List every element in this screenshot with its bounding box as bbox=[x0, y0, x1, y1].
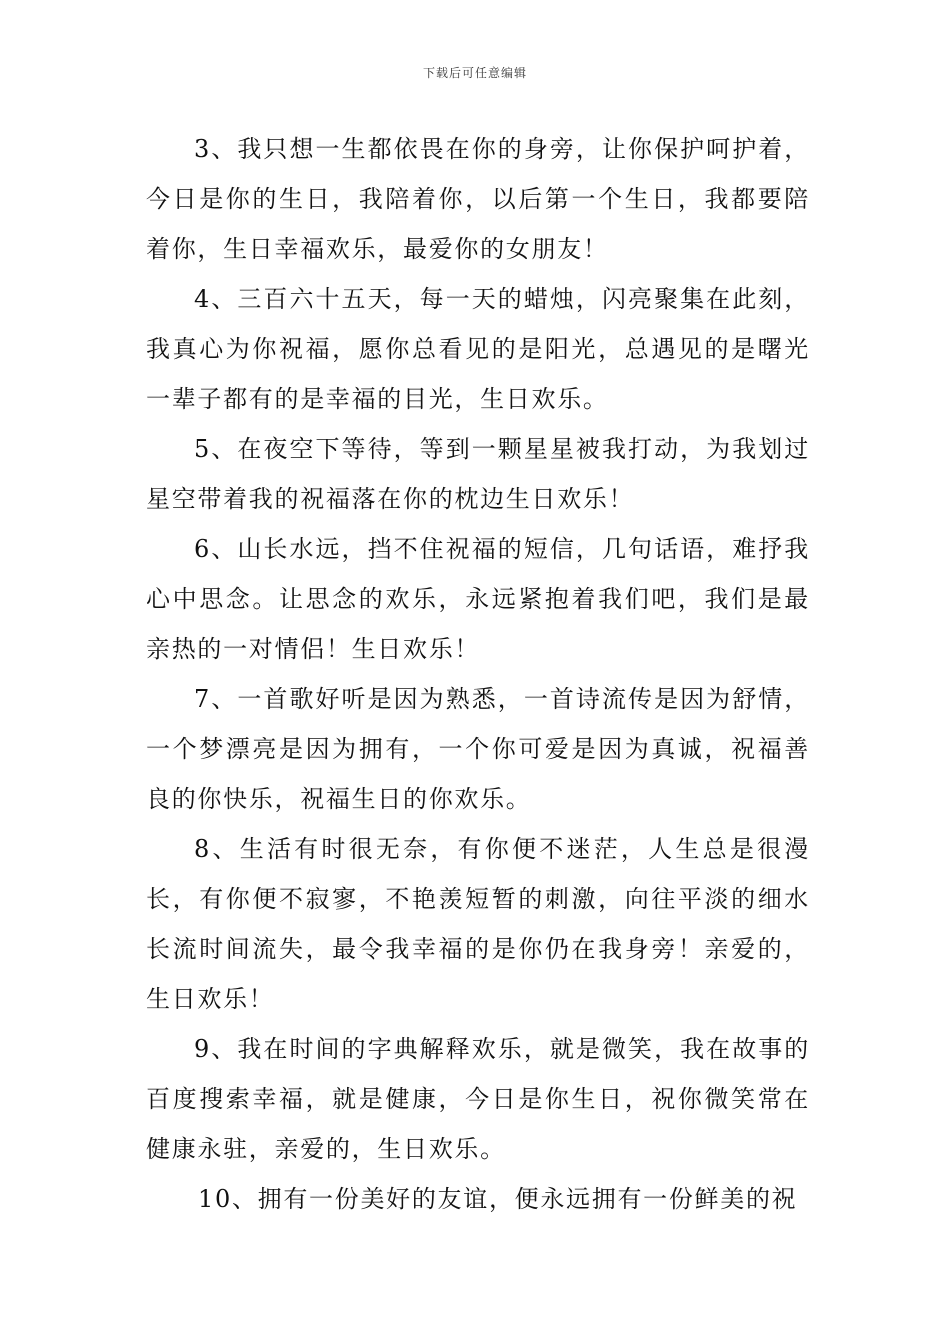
paragraph-10: 10、拥有一份美好的友谊，便永远拥有一份鲜美的祝 bbox=[198, 1185, 798, 1213]
document-body bbox=[146, 124, 810, 1224]
page-header: 下载后可任意编辑 bbox=[422, 66, 527, 80]
paragraph-4: 4、三百六十五天，每一天的蜡烛，闪亮聚集在此刻，我真心为你祝福，愿你总看见的是阳光，总遇见的是曙光一辈子都有的是幸福的目光，生日欢乐。 bbox=[146, 285, 810, 413]
paragraph-7: 7、一首歌好听是因为熟悉，一首诗流传是因为舒情，一个梦漂亮是因为拥有，一个你可爱是因为真诚，祝福善良的你快乐，祝福生日的你欢乐。 bbox=[146, 685, 810, 813]
paragraph-3: 3、我只想一生都依畏在你的身旁，让你保护呵护着，今日是你的生日，我陪着你，以后第一个生日，我都要陪着你，生日幸福欢乐，最爱你的女朋友！ bbox=[146, 135, 810, 263]
paragraph-8: 8、生活有时很无奈，有你便不迷茫，人生总是很漫长，有你便不寂寥，不艳羡短暂的刺激，向往平淡的细水长流时间流失，最令我幸福的是你仍在我身旁！亲爱的，生日欢乐！ bbox=[146, 835, 810, 1013]
paragraph-6: 6、山长水远，挡不住祝福的短信，几句话语，难抒我心中思念。让思念的欢乐，永远紧抱着我们吧，我们是最亲热的一对情侣！生日欢乐！ bbox=[146, 535, 810, 663]
paragraph-9: 9、我在时间的字典解释欢乐，就是微笑，我在故事的百度搜索幸福，就是健康，今日是你生日，祝你微笑常在健康永驻，亲爱的，生日欢乐。 bbox=[146, 1035, 810, 1163]
paragraph-5: 5、在夜空下等待，等到一颗星星被我打动，为我划过星空带着我的祝福落在你的枕边生日欢乐！ bbox=[146, 435, 810, 513]
